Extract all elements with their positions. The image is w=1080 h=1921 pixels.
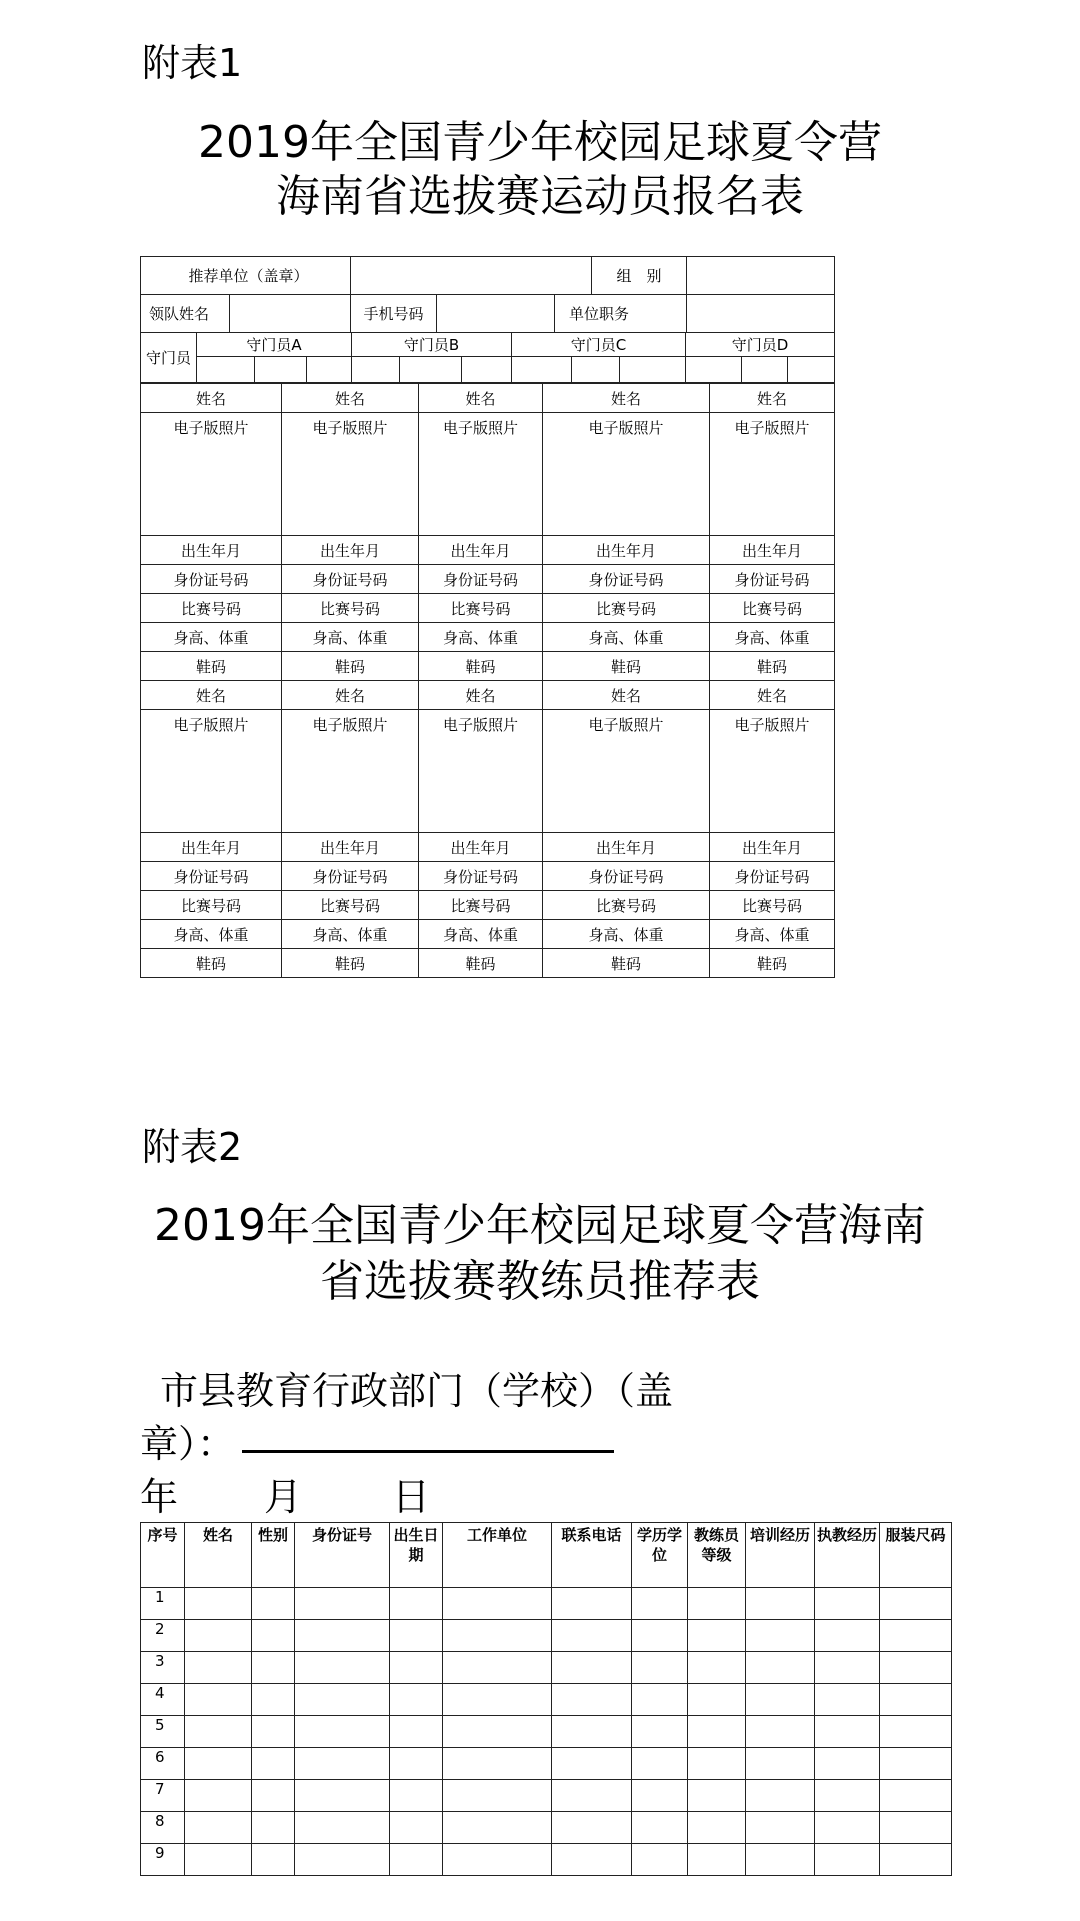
athlete-number-cell[interactable]: 比赛号码 [141,594,282,623]
athlete-name-cell[interactable]: 姓名 [141,681,282,710]
coach-cell[interactable] [295,1844,390,1876]
coach-cell[interactable] [252,1588,295,1620]
coach-cell[interactable] [443,1588,552,1620]
goalkeeper-cell[interactable] [352,357,400,383]
athlete-number-cell[interactable]: 比赛号码 [419,891,543,920]
coach-column-header: 身份证号 [295,1523,390,1588]
athlete-photo-cell[interactable]: 电子版照片 [710,413,835,536]
coach-row-number: 7 [141,1780,185,1812]
coach-cell[interactable] [746,1780,815,1812]
stamp-line2: 章）： [140,1422,236,1466]
athlete-number-cell[interactable]: 比赛号码 [141,891,282,920]
coach-cell[interactable] [552,1652,632,1684]
athlete-shoe-cell[interactable]: 鞋码 [282,652,419,681]
annex2-title-line1: 2019年全国青少年校园足球夏令营海南 [154,1200,926,1251]
coach-column-header: 性别 [252,1523,295,1588]
coach-cell[interactable] [815,1812,880,1844]
job-title-label: 单位职务 [555,295,687,333]
coach-column-header: 序号 [141,1523,185,1588]
goalkeeper-d-label: 守门员D [686,333,835,357]
athlete-name-cell[interactable]: 姓名 [543,384,710,413]
coach-cell[interactable] [552,1684,632,1716]
annex1-title-line2: 海南省选拔赛运动员报名表 [276,171,804,222]
athlete-birth-cell[interactable]: 出生年月 [141,536,282,565]
coach-cell[interactable] [746,1716,815,1748]
coach-cell[interactable] [185,1652,252,1684]
athlete-id-cell[interactable]: 身份证号码 [710,862,835,891]
athlete-id-cell[interactable]: 身份证号码 [543,862,710,891]
coach-column-header: 工作单位 [443,1523,552,1588]
coach-cell[interactable] [443,1780,552,1812]
phone-field[interactable] [437,295,555,333]
goalkeeper-label: 守门员 [141,333,197,383]
goalkeeper-table [140,332,835,383]
coach-cell[interactable] [815,1780,880,1812]
athlete-shoe-cell[interactable]: 鞋码 [710,949,835,978]
coach-cell[interactable] [390,1748,443,1780]
athlete-shoe-cell[interactable]: 鞋码 [141,949,282,978]
coach-cell[interactable] [443,1620,552,1652]
coach-cell[interactable] [815,1844,880,1876]
athlete-photo-cell[interactable]: 电子版照片 [419,710,543,833]
coach-row-number: 6 [141,1748,185,1780]
coach-cell[interactable] [880,1716,952,1748]
athlete-id-cell[interactable]: 身份证号码 [419,565,543,594]
athlete-number-cell[interactable]: 比赛号码 [710,891,835,920]
coach-cell[interactable] [295,1780,390,1812]
coach-cell[interactable] [746,1748,815,1780]
coach-cell[interactable] [880,1684,952,1716]
athlete-header-table [140,256,835,333]
athlete-id-cell[interactable]: 身份证号码 [543,565,710,594]
coach-table-row [141,1684,952,1716]
coach-cell[interactable] [185,1684,252,1716]
coach-cell[interactable] [443,1812,552,1844]
athlete-photo-cell[interactable]: 电子版照片 [543,413,710,536]
athlete-birth-cell[interactable]: 出生年月 [419,536,543,565]
recommend-unit-label: 推荐单位（盖章） [141,257,351,295]
phone-label: 手机号码 [351,295,437,333]
coach-table-row [141,1780,952,1812]
annex1-title-line1: 2019年全国青少年校园足球夏令营 [198,117,882,168]
coach-cell[interactable] [390,1652,443,1684]
coach-cell[interactable] [185,1620,252,1652]
goalkeeper-cell[interactable] [307,357,352,383]
athlete-photo-cell[interactable]: 电子版照片 [710,710,835,833]
goalkeeper-cell[interactable] [512,357,572,383]
coach-table [140,1522,952,1876]
athlete-shoe-cell[interactable]: 鞋码 [141,652,282,681]
coach-cell[interactable] [185,1588,252,1620]
athlete-birth-cell[interactable]: 出生年月 [419,833,543,862]
athlete-birth-cell[interactable]: 出生年月 [710,833,835,862]
athlete-shoe-cell[interactable]: 鞋码 [419,949,543,978]
athlete-height-weight-cell[interactable]: 身高、体重 [543,920,710,949]
date-day: 日 [392,1475,431,1519]
coach-cell[interactable] [185,1812,252,1844]
coach-row-number: 9 [141,1844,185,1876]
date-month: 月 [264,1475,303,1519]
coach-cell[interactable] [688,1812,746,1844]
athlete-birth-cell[interactable]: 出生年月 [543,536,710,565]
coach-row-number: 2 [141,1620,185,1652]
coach-cell[interactable] [688,1620,746,1652]
coach-cell[interactable] [252,1748,295,1780]
coach-row-number: 4 [141,1684,185,1716]
coach-column-header: 培训经历 [746,1523,815,1588]
athlete-id-cell[interactable]: 身份证号码 [419,862,543,891]
athlete-height-weight-cell[interactable]: 身高、体重 [419,623,543,652]
coach-cell[interactable] [746,1844,815,1876]
goalkeeper-cell[interactable] [742,357,788,383]
athlete-photo-cell[interactable]: 电子版照片 [141,710,282,833]
coach-cell[interactable] [815,1684,880,1716]
goalkeeper-cell[interactable] [255,357,307,383]
annex2-title-line2: 省选拔赛教练员推荐表 [320,1256,760,1307]
coach-cell[interactable] [390,1844,443,1876]
coach-column-header: 联系电话 [552,1523,632,1588]
coach-column-header: 服装尺码 [880,1523,952,1588]
coach-cell[interactable] [295,1748,390,1780]
annex1-label: 附表1 [142,41,243,85]
coach-cell[interactable] [390,1812,443,1844]
coach-cell[interactable] [443,1684,552,1716]
athlete-name-cell[interactable]: 姓名 [543,681,710,710]
group-field[interactable] [687,257,835,295]
coach-row-number: 5 [141,1716,185,1748]
coach-table-row [141,1844,952,1876]
coach-table-row [141,1620,952,1652]
coach-cell[interactable] [688,1652,746,1684]
athlete-height-weight-cell[interactable]: 身高、体重 [543,623,710,652]
athlete-name-cell[interactable]: 姓名 [419,681,543,710]
athlete-photo-cell[interactable]: 电子版照片 [419,413,543,536]
coach-cell[interactable] [185,1748,252,1780]
athlete-shoe-cell[interactable]: 鞋码 [543,652,710,681]
coach-cell[interactable] [390,1684,443,1716]
athlete-name-cell[interactable]: 姓名 [141,384,282,413]
athlete-name-cell[interactable]: 姓名 [710,681,835,710]
athlete-shoe-cell[interactable]: 鞋码 [282,949,419,978]
athlete-number-cell[interactable]: 比赛号码 [282,891,419,920]
coach-cell[interactable] [390,1716,443,1748]
date-year: 年 [140,1475,179,1519]
coach-cell[interactable] [185,1780,252,1812]
coach-table-row [141,1812,952,1844]
leader-name-field[interactable] [230,295,351,333]
athlete-shoe-cell[interactable]: 鞋码 [543,949,710,978]
coach-cell[interactable] [552,1844,632,1876]
coach-column-header: 执教经历 [815,1523,880,1588]
coach-cell[interactable] [746,1620,815,1652]
coach-cell[interactable] [815,1748,880,1780]
coach-table-row [141,1652,952,1684]
goalkeeper-cell[interactable] [400,357,462,383]
coach-cell[interactable] [880,1748,952,1780]
athlete-number-cell[interactable]: 比赛号码 [419,594,543,623]
coach-cell[interactable] [390,1620,443,1652]
athlete-height-weight-cell[interactable]: 身高、体重 [141,920,282,949]
coach-cell[interactable] [880,1652,952,1684]
coach-cell[interactable] [688,1844,746,1876]
coach-cell[interactable] [443,1716,552,1748]
goalkeeper-b-label: 守门员B [352,333,512,357]
coach-cell[interactable] [632,1620,688,1652]
coach-row-number: 3 [141,1652,185,1684]
coach-cell[interactable] [443,1844,552,1876]
coach-cell[interactable] [295,1652,390,1684]
coach-cell[interactable] [443,1748,552,1780]
athlete-height-weight-cell[interactable]: 身高、体重 [141,623,282,652]
coach-cell[interactable] [295,1684,390,1716]
coach-cell[interactable] [880,1844,952,1876]
athlete-shoe-cell[interactable]: 鞋码 [710,652,835,681]
coach-row-number: 8 [141,1812,185,1844]
athlete-shoe-cell[interactable]: 鞋码 [419,652,543,681]
coach-cell[interactable] [252,1812,295,1844]
goalkeeper-cell[interactable] [788,357,835,383]
coach-cell[interactable] [746,1588,815,1620]
coach-cell[interactable] [252,1684,295,1716]
coach-cell[interactable] [295,1812,390,1844]
goalkeeper-cell[interactable] [620,357,686,383]
coach-cell[interactable] [632,1844,688,1876]
goalkeeper-a-label: 守门员A [197,333,352,357]
athlete-name-cell[interactable]: 姓名 [282,384,419,413]
athlete-photo-cell[interactable]: 电子版照片 [141,413,282,536]
athlete-photo-cell[interactable]: 电子版照片 [543,710,710,833]
coach-cell[interactable] [295,1620,390,1652]
athlete-name-cell[interactable]: 姓名 [282,681,419,710]
coach-cell[interactable] [815,1652,880,1684]
goalkeeper-cell[interactable] [686,357,742,383]
coach-cell[interactable] [185,1716,252,1748]
coach-cell[interactable] [552,1588,632,1620]
athlete-height-weight-cell[interactable]: 身高、体重 [419,920,543,949]
coach-row-number: 1 [141,1588,185,1620]
athlete-name-cell[interactable]: 姓名 [419,384,543,413]
athlete-height-weight-cell[interactable]: 身高、体重 [282,623,419,652]
coach-cell[interactable] [746,1812,815,1844]
coach-cell[interactable] [880,1620,952,1652]
coach-cell[interactable] [632,1684,688,1716]
coach-column-header: 姓名 [185,1523,252,1588]
coach-cell[interactable] [688,1684,746,1716]
athlete-height-weight-cell[interactable]: 身高、体重 [710,623,835,652]
athlete-birth-cell[interactable]: 出生年月 [282,536,419,565]
athlete-birth-cell[interactable]: 出生年月 [543,833,710,862]
goalkeeper-cell[interactable] [572,357,620,383]
athlete-birth-cell[interactable]: 出生年月 [282,833,419,862]
athlete-id-cell[interactable]: 身份证号码 [141,565,282,594]
goalkeeper-c-label: 守门员C [512,333,686,357]
coach-cell[interactable] [688,1780,746,1812]
coach-cell[interactable] [632,1748,688,1780]
coach-column-header: 出生日期 [390,1523,443,1588]
coach-cell[interactable] [185,1844,252,1876]
athlete-id-cell[interactable]: 身份证号码 [282,862,419,891]
group-label: 组 别 [592,257,687,295]
coach-cell[interactable] [295,1588,390,1620]
coach-cell[interactable] [632,1716,688,1748]
coach-cell[interactable] [815,1620,880,1652]
coach-column-header: 教练员等级 [688,1523,746,1588]
goalkeeper-cell[interactable] [462,357,512,383]
athlete-height-weight-cell[interactable]: 身高、体重 [282,920,419,949]
coach-cell[interactable] [443,1652,552,1684]
coach-table-row [141,1748,952,1780]
athlete-id-cell[interactable]: 身份证号码 [141,862,282,891]
athlete-number-cell[interactable]: 比赛号码 [710,594,835,623]
athlete-id-cell[interactable]: 身份证号码 [282,565,419,594]
stamp-line1: 市县教育行政部门（学校）（盖 [160,1369,674,1413]
coach-cell[interactable] [390,1780,443,1812]
coach-cell[interactable] [552,1748,632,1780]
athlete-photo-cell[interactable]: 电子版照片 [282,413,419,536]
recommend-unit-field[interactable] [351,257,592,295]
coach-cell[interactable] [746,1684,815,1716]
athlete-birth-cell[interactable]: 出生年月 [710,536,835,565]
coach-cell[interactable] [552,1716,632,1748]
coach-cell[interactable] [688,1588,746,1620]
athlete-number-cell[interactable]: 比赛号码 [543,594,710,623]
coach-table-row [141,1716,952,1748]
coach-cell[interactable] [252,1844,295,1876]
coach-cell[interactable] [552,1780,632,1812]
coach-cell[interactable] [552,1620,632,1652]
athlete-height-weight-cell[interactable]: 身高、体重 [710,920,835,949]
coach-cell[interactable] [880,1812,952,1844]
coach-cell[interactable] [880,1588,952,1620]
athlete-number-cell[interactable]: 比赛号码 [543,891,710,920]
athlete-birth-cell[interactable]: 出生年月 [141,833,282,862]
coach-cell[interactable] [632,1652,688,1684]
coach-cell[interactable] [252,1716,295,1748]
coach-cell[interactable] [632,1780,688,1812]
coach-cell[interactable] [252,1652,295,1684]
coach-cell[interactable] [295,1716,390,1748]
coach-cell[interactable] [632,1588,688,1620]
job-title-field[interactable] [687,295,835,333]
stamp-signature-line[interactable] [242,1450,614,1453]
coach-cell[interactable] [632,1812,688,1844]
coach-cell[interactable] [390,1588,443,1620]
coach-cell[interactable] [552,1812,632,1844]
athlete-photo-cell[interactable]: 电子版照片 [282,710,419,833]
coach-column-header: 学历学位 [632,1523,688,1588]
coach-cell[interactable] [252,1620,295,1652]
athlete-name-cell[interactable]: 姓名 [710,384,835,413]
athlete-table [140,383,835,978]
coach-table-row [141,1588,952,1620]
goalkeeper-cell[interactable] [197,357,255,383]
coach-cell[interactable] [252,1780,295,1812]
coach-cell[interactable] [746,1652,815,1684]
coach-cell[interactable] [815,1716,880,1748]
athlete-id-cell[interactable]: 身份证号码 [710,565,835,594]
coach-cell[interactable] [688,1716,746,1748]
coach-cell[interactable] [880,1780,952,1812]
coach-cell[interactable] [688,1748,746,1780]
athlete-number-cell[interactable]: 比赛号码 [282,594,419,623]
coach-cell[interactable] [815,1588,880,1620]
leader-name-label: 领队姓名 [141,295,230,333]
annex2-label: 附表2 [142,1125,243,1169]
